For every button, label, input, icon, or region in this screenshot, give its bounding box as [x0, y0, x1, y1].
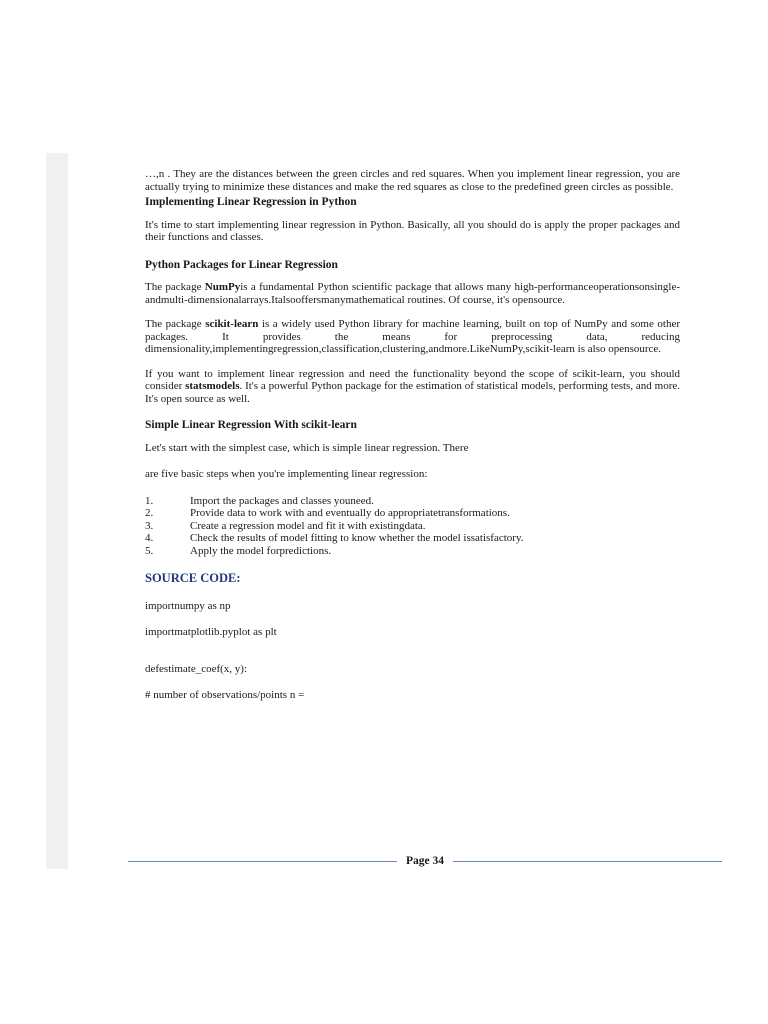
page-footer — [128, 853, 722, 869]
intro-paragraph: …,n . They are the distances between the green circles and red squares. When you implement linear regression, you are actually trying to minimize these distances and make the red squares as close to the predefined green circles as possible. — [145, 168, 680, 193]
numpy-term: NumPy — [204, 281, 241, 293]
implementing-paragraph: It's time to start implementing linear regression in Python. Basically, all you should do is apply the proper packages and their functions and classes. — [145, 218, 680, 243]
code-line-def: defestimate_coef(x, y): — [145, 662, 248, 675]
numpy-paragraph: The package NumPyis a fundamental Python scientific package that allows many high-performanceoperationsonsingle-andmulti-dimensionalarrays.Italsooffersmanymathematical routines. Of course, it's opensource. — [145, 281, 680, 306]
footer-rule-left — [128, 861, 397, 862]
code-line-import-matplotlib: importmatplotlib.pyplot as plt — [145, 626, 277, 638]
list-item: 1. Import the packages and classes youneed. — [145, 494, 374, 507]
simple-regression-line-1: Let's start with the simplest case, which is simple linear regression. There — [145, 441, 469, 454]
sklearn-term: scikit-learn — [205, 318, 259, 330]
packages-heading: Python Packages for Linear Regression — [145, 258, 338, 271]
implementing-heading: Implementing Linear Regression in Python — [145, 196, 357, 208]
page-content — [145, 168, 680, 702]
simple-regression-heading: Simple Linear Regression With scikit-learn — [145, 419, 357, 431]
footer-rule-right — [453, 861, 722, 862]
code-line-comment: # number of observations/points n = — [145, 689, 305, 701]
list-item: 3. Create a regression model and fit it with existingdata. — [145, 519, 426, 532]
page-number: Page 34 — [406, 855, 445, 867]
list-item: 2. Provide data to work with and eventually do appropriatetransformations. — [145, 507, 510, 519]
statsmodels-paragraph: If you want to implement linear regression and need the functionality beyond the scope of scikit-learn, you should consider statsmodels. It's a powerful Python package for the estimation of statistical models, performing tests, and more. It's open source as well. — [145, 367, 681, 405]
steps-list — [145, 495, 680, 558]
source-code-heading: SOURCE CODE: — [145, 571, 241, 585]
list-item: 5. Apply the model forpredictions. — [145, 544, 332, 557]
left-margin-strip — [46, 153, 68, 869]
statsmodels-term: statsmodels — [185, 380, 240, 392]
code-line-import-numpy: importnumpy as np — [145, 599, 231, 612]
sklearn-paragraph: The package scikit-learn is a widely used Python library for machine learning, built on top of NumPy and some other packages. It provides the means for preprocessing data, reducing dimensionality,implementingregression,classification,clustering,andmore.LikeNumPy,scikit-learn is also opensource. — [145, 318, 680, 355]
list-item: 4. Check the results of model fitting to know whether the model issatisfactory. — [145, 532, 524, 544]
simple-regression-line-2: are five basic steps when you're implementing linear regression: — [145, 468, 428, 480]
